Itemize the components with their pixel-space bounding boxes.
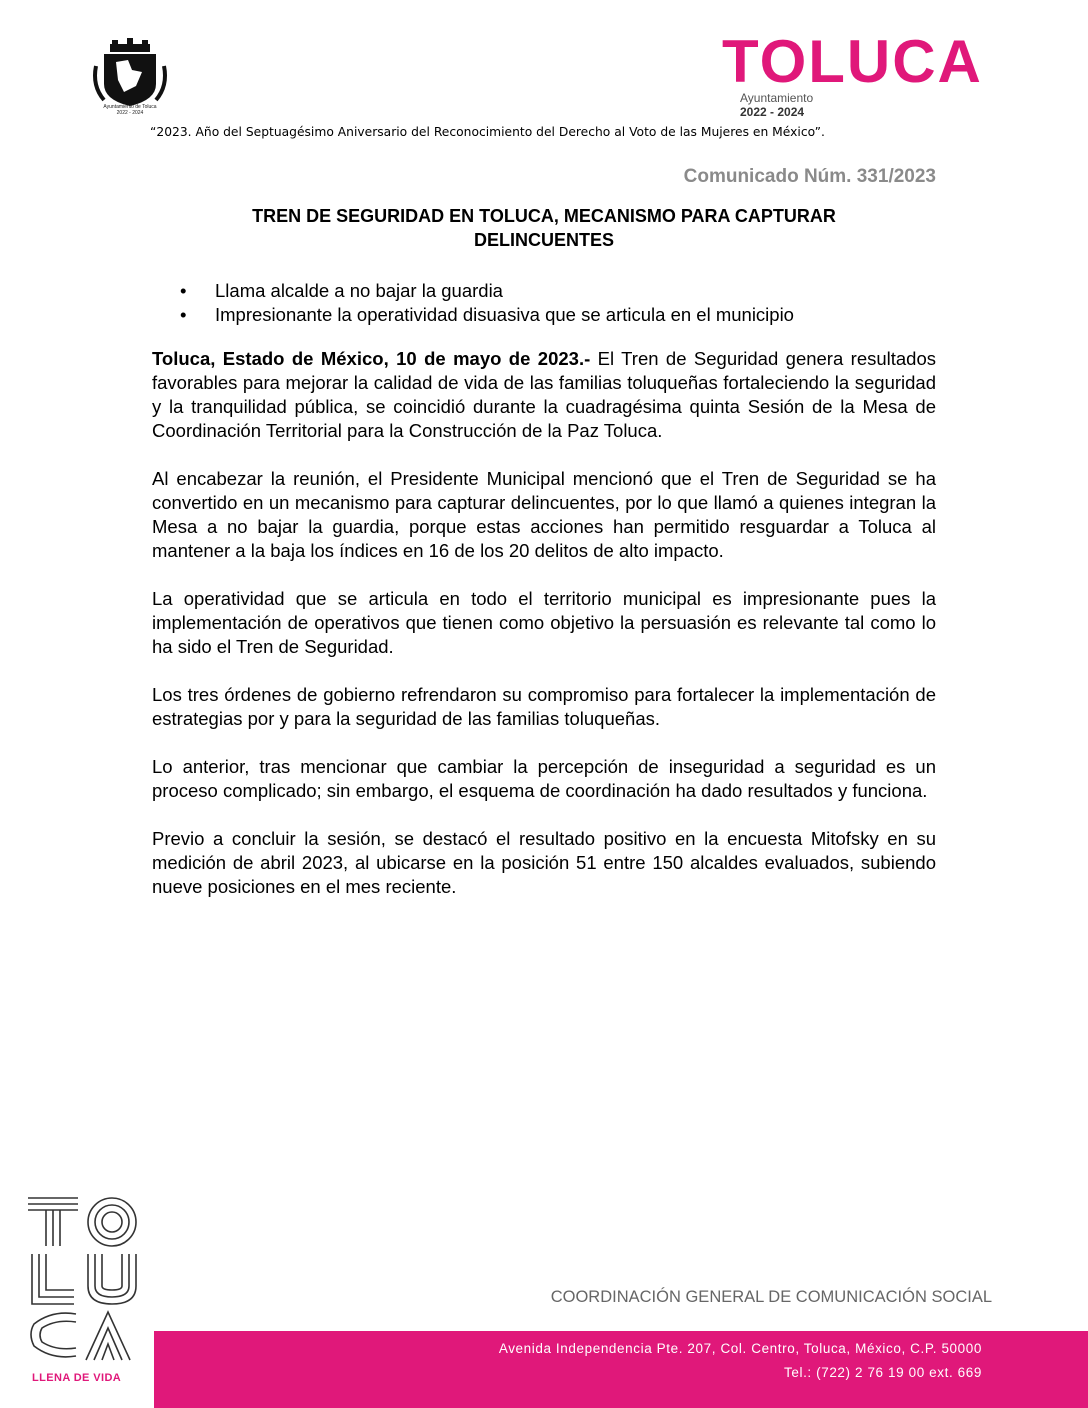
bullet-item: • Impresionante la operatividad disuasiva que se articula en el municipio bbox=[180, 303, 794, 327]
headline-line-1: TREN DE SEGURIDAD EN TOLUCA, MECANISMO PARA CAPTURAR bbox=[252, 206, 836, 226]
footer-telephone: Tel.: (722) 2 76 19 00 ext. 669 bbox=[784, 1365, 982, 1380]
paragraph: La operatividad que se articula en todo el territorio municipal es impresionante pues la implementación de operativos que tienen como objetivo la persuasión es relevante tal como lo ha sido el Tren de Seguridad. bbox=[152, 588, 936, 657]
year-motto: “2023. Año del Septuagésimo Aniversario del Reconocimiento del Derecho al Voto de las Mujeres en México”. bbox=[150, 125, 825, 139]
article-body bbox=[152, 347, 936, 899]
lead-text: El Tren de Seguridad genera resultados favorables para mejorar la calidad de vida de las familias toluqueñas fortaleciendo la seguridad y la tranquilidad pública, se coincidió durante la cuadragésima quinta Sesión de la Mesa de Coordinación Territorial para la Construcción de la Paz Toluca. bbox=[152, 348, 937, 441]
bullet-item: • Llama alcalde a no bajar la guardia bbox=[180, 279, 794, 303]
crest-caption bbox=[80, 104, 180, 116]
coordination-label: COORDINACIÓN GENERAL DE COMUNICACIÓN SOCIAL bbox=[550, 1288, 992, 1306]
comunicado-number: Comunicado Núm. 331/2023 bbox=[683, 166, 936, 187]
paragraph-lead bbox=[152, 347, 936, 443]
dateline: Toluca, Estado de México, 10 de mayo de 2023.- bbox=[152, 348, 591, 369]
footer-tagline: LLENA DE VIDA bbox=[32, 1372, 122, 1384]
paragraph: Al encabezar la reunión, el Presidente Municipal mencionó que el Tren de Seguridad se ha convertido en un mecanismo para capturar delincuentes, por lo que llamó a quienes integran la Mesa a no bajar la guardia, porque estas acciones han permitido resguardar a Toluca al mantener a la baja los índices en 16 de los 20 delitos de alto impacto. bbox=[152, 468, 936, 561]
summary-bullets bbox=[180, 279, 794, 327]
crest-caption-years: 2022 - 2024 bbox=[116, 110, 144, 116]
headline bbox=[152, 204, 936, 252]
brand-logo-text: TOLUCA bbox=[722, 34, 983, 90]
footer-address: Avenida Independencia Pte. 207, Col. Centro, Toluca, México, C.P. 50000 bbox=[498, 1341, 982, 1356]
paragraph: Los tres órdenes de gobierno refrendaron su compromiso para fortalecer la implementación de estrategias por y para la seguridad de las familias toluqueñas. bbox=[152, 684, 936, 729]
toluca-brand-logo bbox=[722, 34, 984, 90]
headline-line-2: DELINCUENTES bbox=[473, 230, 614, 250]
brand-subtitle: Ayuntamiento bbox=[740, 91, 814, 105]
toluca-footer-logo bbox=[26, 1194, 140, 1364]
brand-years: 2022 - 2024 bbox=[740, 105, 805, 119]
paragraph: Lo anterior, tras mencionar que cambiar la percepción de inseguridad a seguridad es un proceso complicado; sin embargo, el esquema de coordinación ha dado resultados y funciona. bbox=[152, 756, 936, 801]
footer-logo-text: TOLUCA bbox=[26, 1194, 31, 1195]
crest-caption-title: Ayuntamiento de Toluca bbox=[103, 104, 157, 110]
paragraph: Previo a concluir la sesión, se destacó el resultado positivo en la encuesta Mitofsky en su medición de abril 2023, al ubicarse en la posición 51 entre 150 alcaldes evaluados, subiendo nueve posiciones en el mes reciente. bbox=[152, 828, 936, 897]
